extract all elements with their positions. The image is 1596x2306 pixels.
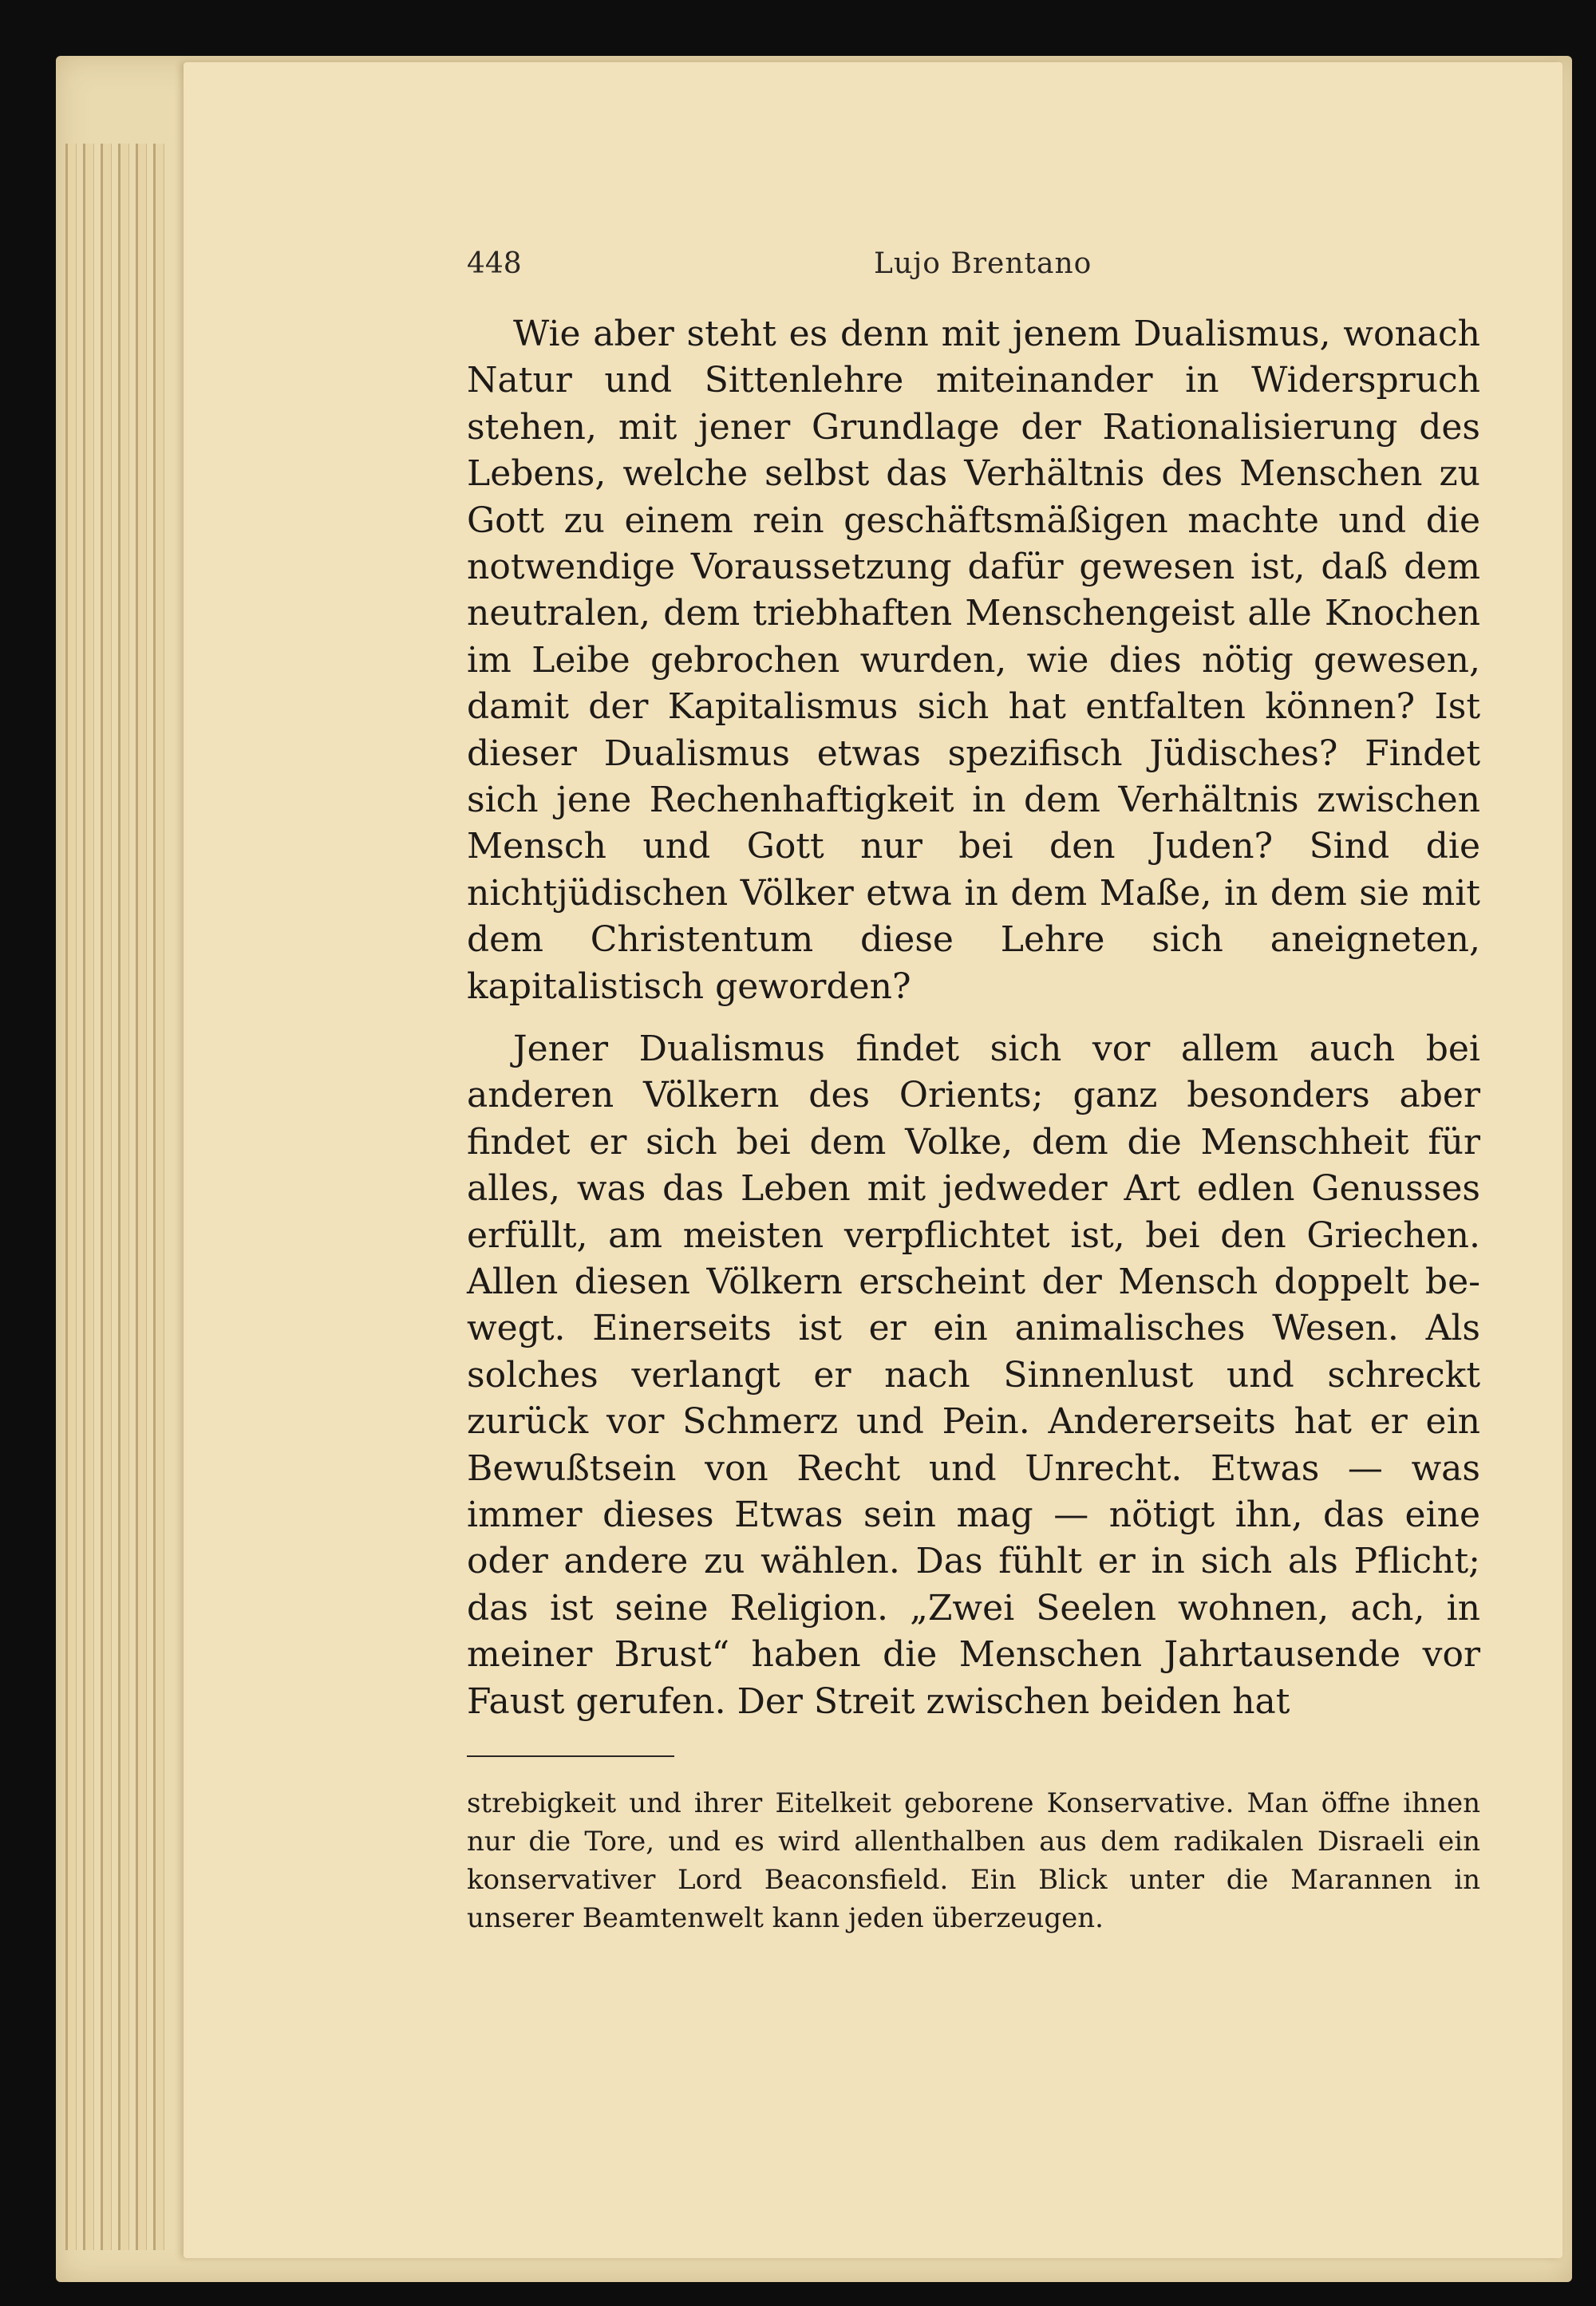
paragraph-2: Jener Dualismus findet sich vor allem auch bei anderen Völkern des Orients; ganz besonders aber findet er sich bei dem Volke, dem die Menschheit für alles, was das Leben mit jedweder Art edlen Genusses erfüllt, am meisten verpflichtet ist, bei den Griechen. Allen diesen Völkern erscheint der Mensch doppelt bewegt. Einerseits ist er ein animalisches Wesen. Als solches verlangt er nach Sinnenlust und schreckt zurück vor Schmerz und Pein. Andererseits hat er ein Bewußtsein von Recht und Unrecht. Etwas — was immer dieses Etwas sein mag — nötigt ihn, das eine oder andere zu wählen. Das fühlt er in sich als Pflicht; das ist seine Religion. „Zwei Seelen wohnen, ach, in meiner Brust“ haben die Menschen Jahrtausende vor Faust gerufen. Der Streit zwischen beiden hat [467, 1029, 1480, 1722]
page-number: 448 [467, 247, 522, 280]
paragraph-1: Wie aber steht es denn mit jenem Dualismus, wonach Natur und Sittenlehre miteinander in Widerspruch stehen, mit jener Grundlage der Rationalisierung des Lebens, welche selbst das Verhältnis des Menschen zu Gott zu einem rein geschäftsmäßigen machte und die notwendige Voraussetzung dafür gewesen ist, daß dem neutralen, dem triebhaften Menschengeist alle Knochen im Leibe gebrochen wurden, wie dies nötig gewesen, damit der Kapitalismus sich hat entfalten können? Ist dieser Dualismus etwas spezifisch Jüdisches? Findet sich jene Rechenhaftigkeit in dem Verhältnis zwischen Mensch und Gott nur bei den Juden? Sind die nichtjüdischen Völker etwa in dem Maße, in dem sie mit dem Christentum diese Lehre sich aneigneten, kapitalistisch geworden? [467, 314, 1480, 1007]
page-header [283, 247, 1484, 287]
page-edge [118, 144, 129, 2250]
page-edge [153, 144, 164, 2250]
page-edge [101, 144, 112, 2250]
page-edge [136, 144, 147, 2250]
page-edge [83, 144, 94, 2250]
running-head: Lujo Brentano [874, 247, 1092, 280]
footnote-rule [467, 1755, 674, 1757]
footnote: strebigkeit und ihrer Eitelkeit geborene Konservative. Man öffne ihnen nur die Tore, und es wird allenthalben aus dem radikalen Disraeli ein konservativer Lord Beaconsfield. Ein Blick unter die Marannen in unserer Beamtenwelt kann jeden überzeugen. [467, 1787, 1480, 1934]
page-edge [65, 144, 77, 2250]
